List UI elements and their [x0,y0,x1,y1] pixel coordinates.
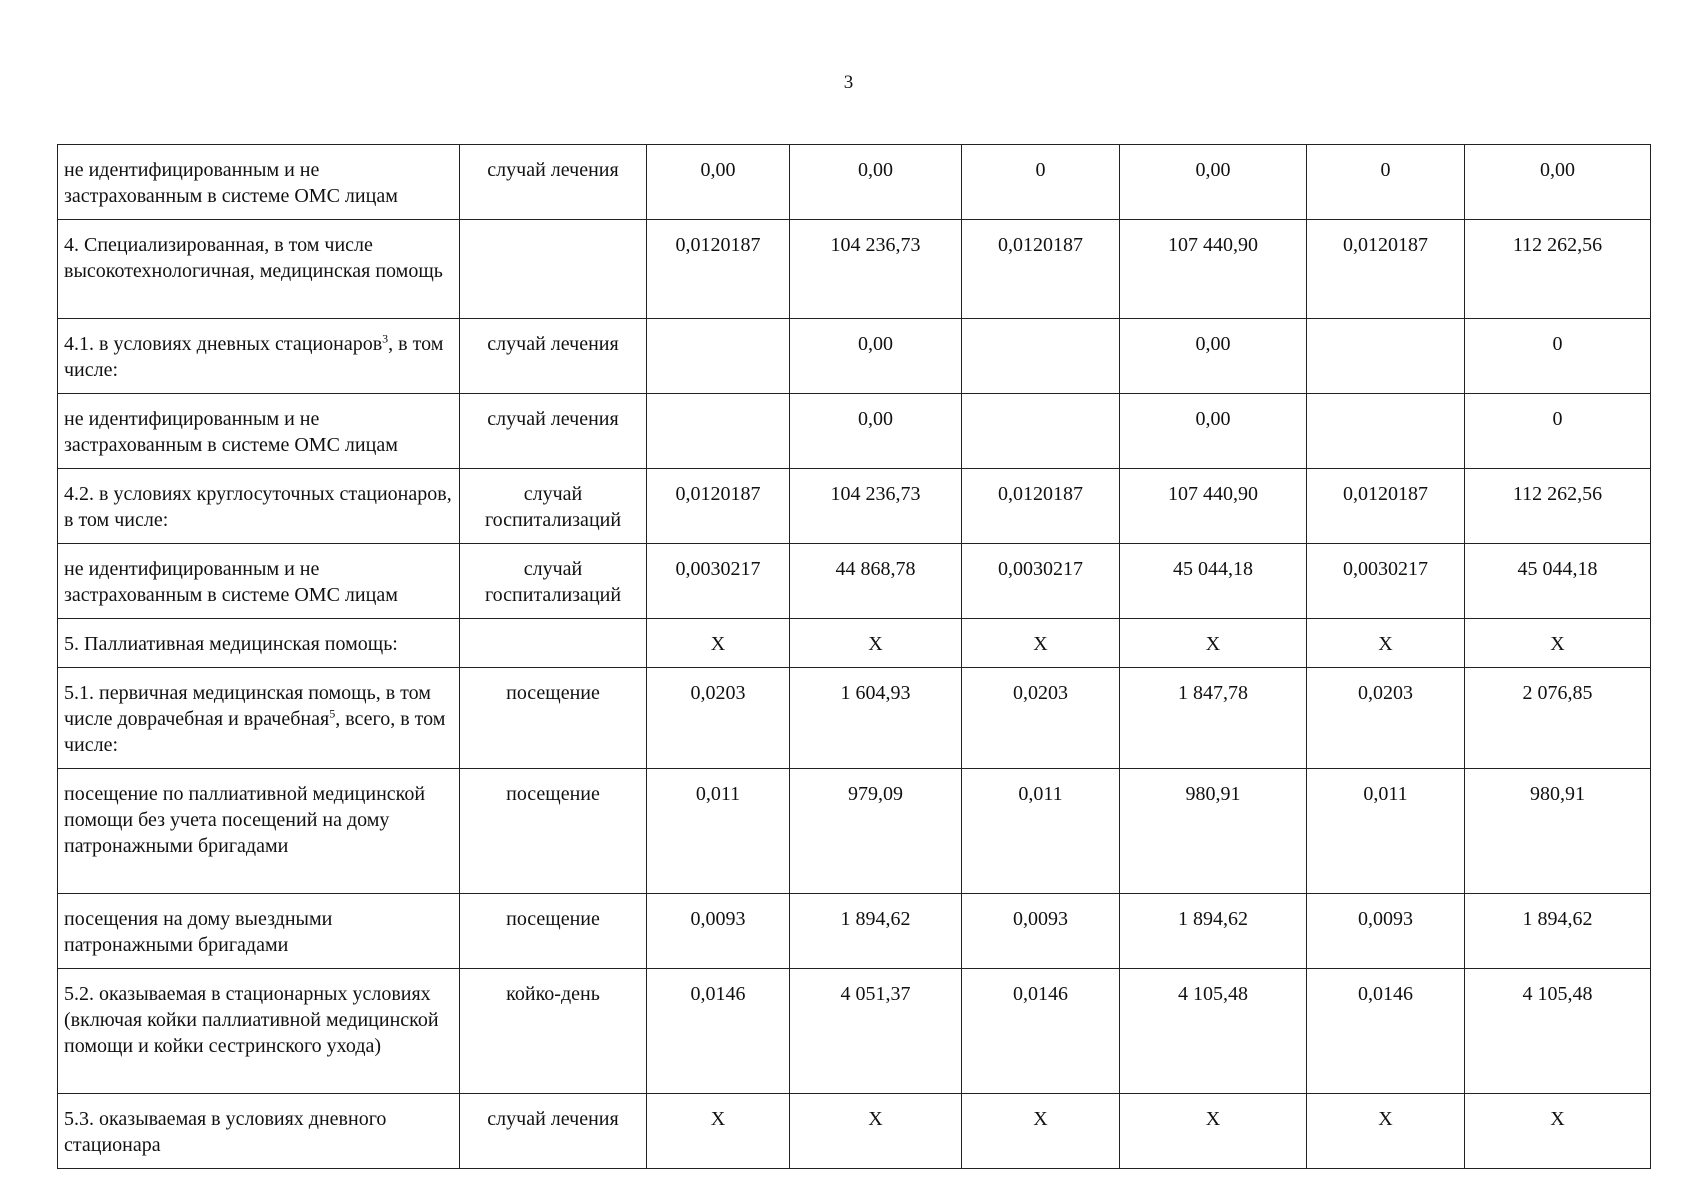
value-cell: 1 847,78 [1120,668,1307,769]
row-name: не идентифицированным и не застрахованным в системе ОМС лицам [64,408,398,456]
value-cell: X [1120,1094,1307,1169]
value-cell: 0,0120187 [1307,469,1465,544]
row-name: посещение по паллиативной медицинской помощи без учета посещений на дому патронажными бригадами [64,783,426,857]
table-row [58,894,1651,969]
value-cell [1307,394,1465,469]
row-unit-cell [460,619,647,668]
value-cell: 0,0093 [1307,894,1465,969]
row-name-cell [58,145,460,220]
page-number: 3 [843,72,854,93]
table-row [58,544,1651,619]
value-cell: 4 051,37 [790,969,962,1094]
footnote-mark: 3 [382,331,389,346]
value-cell: 0,0120187 [1307,220,1465,319]
value-cell: 0,0203 [647,668,790,769]
row-name-cell [58,619,460,668]
value-cell: X [962,619,1120,668]
table-row [58,394,1651,469]
value-cell: 0,00 [1120,145,1307,220]
value-cell: 0,0120187 [962,469,1120,544]
value-cell: 0,00 [790,319,962,394]
value-cell: 1 604,93 [790,668,962,769]
value-cell: 0,011 [647,769,790,894]
row-name: 4.1. в условиях дневных стационаров$^3$, в том числе: [64,331,444,381]
row-name-cell [58,394,460,469]
value-cell: 980,91 [1465,769,1651,894]
value-cell: 0,00 [790,145,962,220]
value-cell [647,319,790,394]
value-cell: 4 105,48 [1120,969,1307,1094]
value-cell: 0,011 [1307,769,1465,894]
row-unit-cell: случай лечения [460,145,647,220]
row-name: посещения на дому выездными патронажными бригадами [64,908,333,956]
table-row [58,220,1651,319]
value-cell: 0,0120187 [962,220,1120,319]
value-cell: 0,011 [962,769,1120,894]
value-cell: 45 044,18 [1120,544,1307,619]
row-unit-cell: койко-день [460,969,647,1094]
table-row [58,319,1651,394]
value-cell [962,394,1120,469]
table-row [58,769,1651,894]
row-unit-cell: посещение [460,894,647,969]
row-name-cell [58,969,460,1094]
value-cell: 1 894,62 [1120,894,1307,969]
row-unit-cell [460,220,647,319]
value-cell: X [1307,1094,1465,1169]
value-cell: 0,00 [1120,394,1307,469]
row-name-cell [58,220,460,319]
value-cell: X [647,1094,790,1169]
row-name: 5.3. оказываемая в условиях дневного стационара [64,1108,387,1156]
value-cell: 0 [1307,145,1465,220]
row-name: 5.2. оказываемая в стационарных условиях (включая койки паллиативной медицинской помощи и койки сестринского ухода) [64,983,439,1057]
value-cell [647,394,790,469]
value-cell: X [962,1094,1120,1169]
row-name: 5. Паллиативная медицинская помощь: [64,633,398,655]
value-cell: 107 440,90 [1120,220,1307,319]
value-cell: 0 [962,145,1120,220]
table-row [58,619,1651,668]
row-name-cell [58,319,460,394]
value-cell: 0,0146 [647,969,790,1094]
table-row [58,1094,1651,1169]
value-cell: 0,0093 [647,894,790,969]
value-cell: 1 894,62 [790,894,962,969]
value-cell: 104 236,73 [790,220,962,319]
row-name: 4.2. в условиях круглосуточных стационаров, в том числе: [64,483,452,531]
footnote-mark: 5 [329,706,336,721]
value-cell: 107 440,90 [1120,469,1307,544]
value-cell: 4 105,48 [1465,969,1651,1094]
value-cell: 44 868,78 [790,544,962,619]
value-cell: 0,00 [647,145,790,220]
row-unit-cell: случай лечения [460,319,647,394]
value-cell: 0,0120187 [647,469,790,544]
value-cell: X [647,619,790,668]
value-cell: 0,0120187 [647,220,790,319]
value-cell: 112 262,56 [1465,220,1651,319]
row-name: не идентифицированным и не застрахованным в системе ОМС лицам [64,558,398,606]
table-row [58,469,1651,544]
value-cell: X [790,1094,962,1169]
value-cell [1307,319,1465,394]
norms-table [57,144,1651,1169]
value-cell: 0,0030217 [647,544,790,619]
row-unit-cell: посещение [460,668,647,769]
value-cell: X [1120,619,1307,668]
value-cell: 979,09 [790,769,962,894]
table-row [58,668,1651,769]
table-row [58,969,1651,1094]
value-cell: 0,0030217 [962,544,1120,619]
row-unit-cell: случай госпитализаций [460,469,647,544]
value-cell [962,319,1120,394]
table-body [58,145,1651,1169]
row-name: 5.1. первичная медицинская помощь, в том числе доврачебная и врачебная$^5$, всего, в том числе: [64,682,446,756]
row-name-cell [58,1094,460,1169]
value-cell: X [790,619,962,668]
row-name-cell [58,544,460,619]
value-cell: 2 076,85 [1465,668,1651,769]
value-cell: 45 044,18 [1465,544,1651,619]
row-name-cell [58,894,460,969]
value-cell: 0,0203 [962,668,1120,769]
value-cell: X [1465,1094,1651,1169]
value-cell: 980,91 [1120,769,1307,894]
value-cell: 0,0146 [1307,969,1465,1094]
row-name: 4. Специализированная, в том числе высокотехнологичная, медицинская помощь [64,234,443,282]
table-row [58,145,1651,220]
value-cell: X [1307,619,1465,668]
row-unit-cell: случай госпитализаций [460,544,647,619]
value-cell: 0 [1465,394,1651,469]
row-unit-cell: случай лечения [460,394,647,469]
row-unit-cell: случай лечения [460,1094,647,1169]
value-cell: 0,00 [1465,145,1651,220]
row-name: не идентифицированным и не застрахованным в системе ОМС лицам [64,159,398,207]
value-cell: 0,0146 [962,969,1120,1094]
row-name-cell [58,469,460,544]
value-cell: 104 236,73 [790,469,962,544]
row-name-cell [58,769,460,894]
value-cell: 1 894,62 [1465,894,1651,969]
value-cell: 0,00 [790,394,962,469]
value-cell: 0,0203 [1307,668,1465,769]
value-cell: 0 [1465,319,1651,394]
value-cell: 0,00 [1120,319,1307,394]
value-cell: 0,0093 [962,894,1120,969]
row-name-cell [58,668,460,769]
row-unit-cell: посещение [460,769,647,894]
value-cell: 112 262,56 [1465,469,1651,544]
value-cell: 0,0030217 [1307,544,1465,619]
value-cell: X [1465,619,1651,668]
